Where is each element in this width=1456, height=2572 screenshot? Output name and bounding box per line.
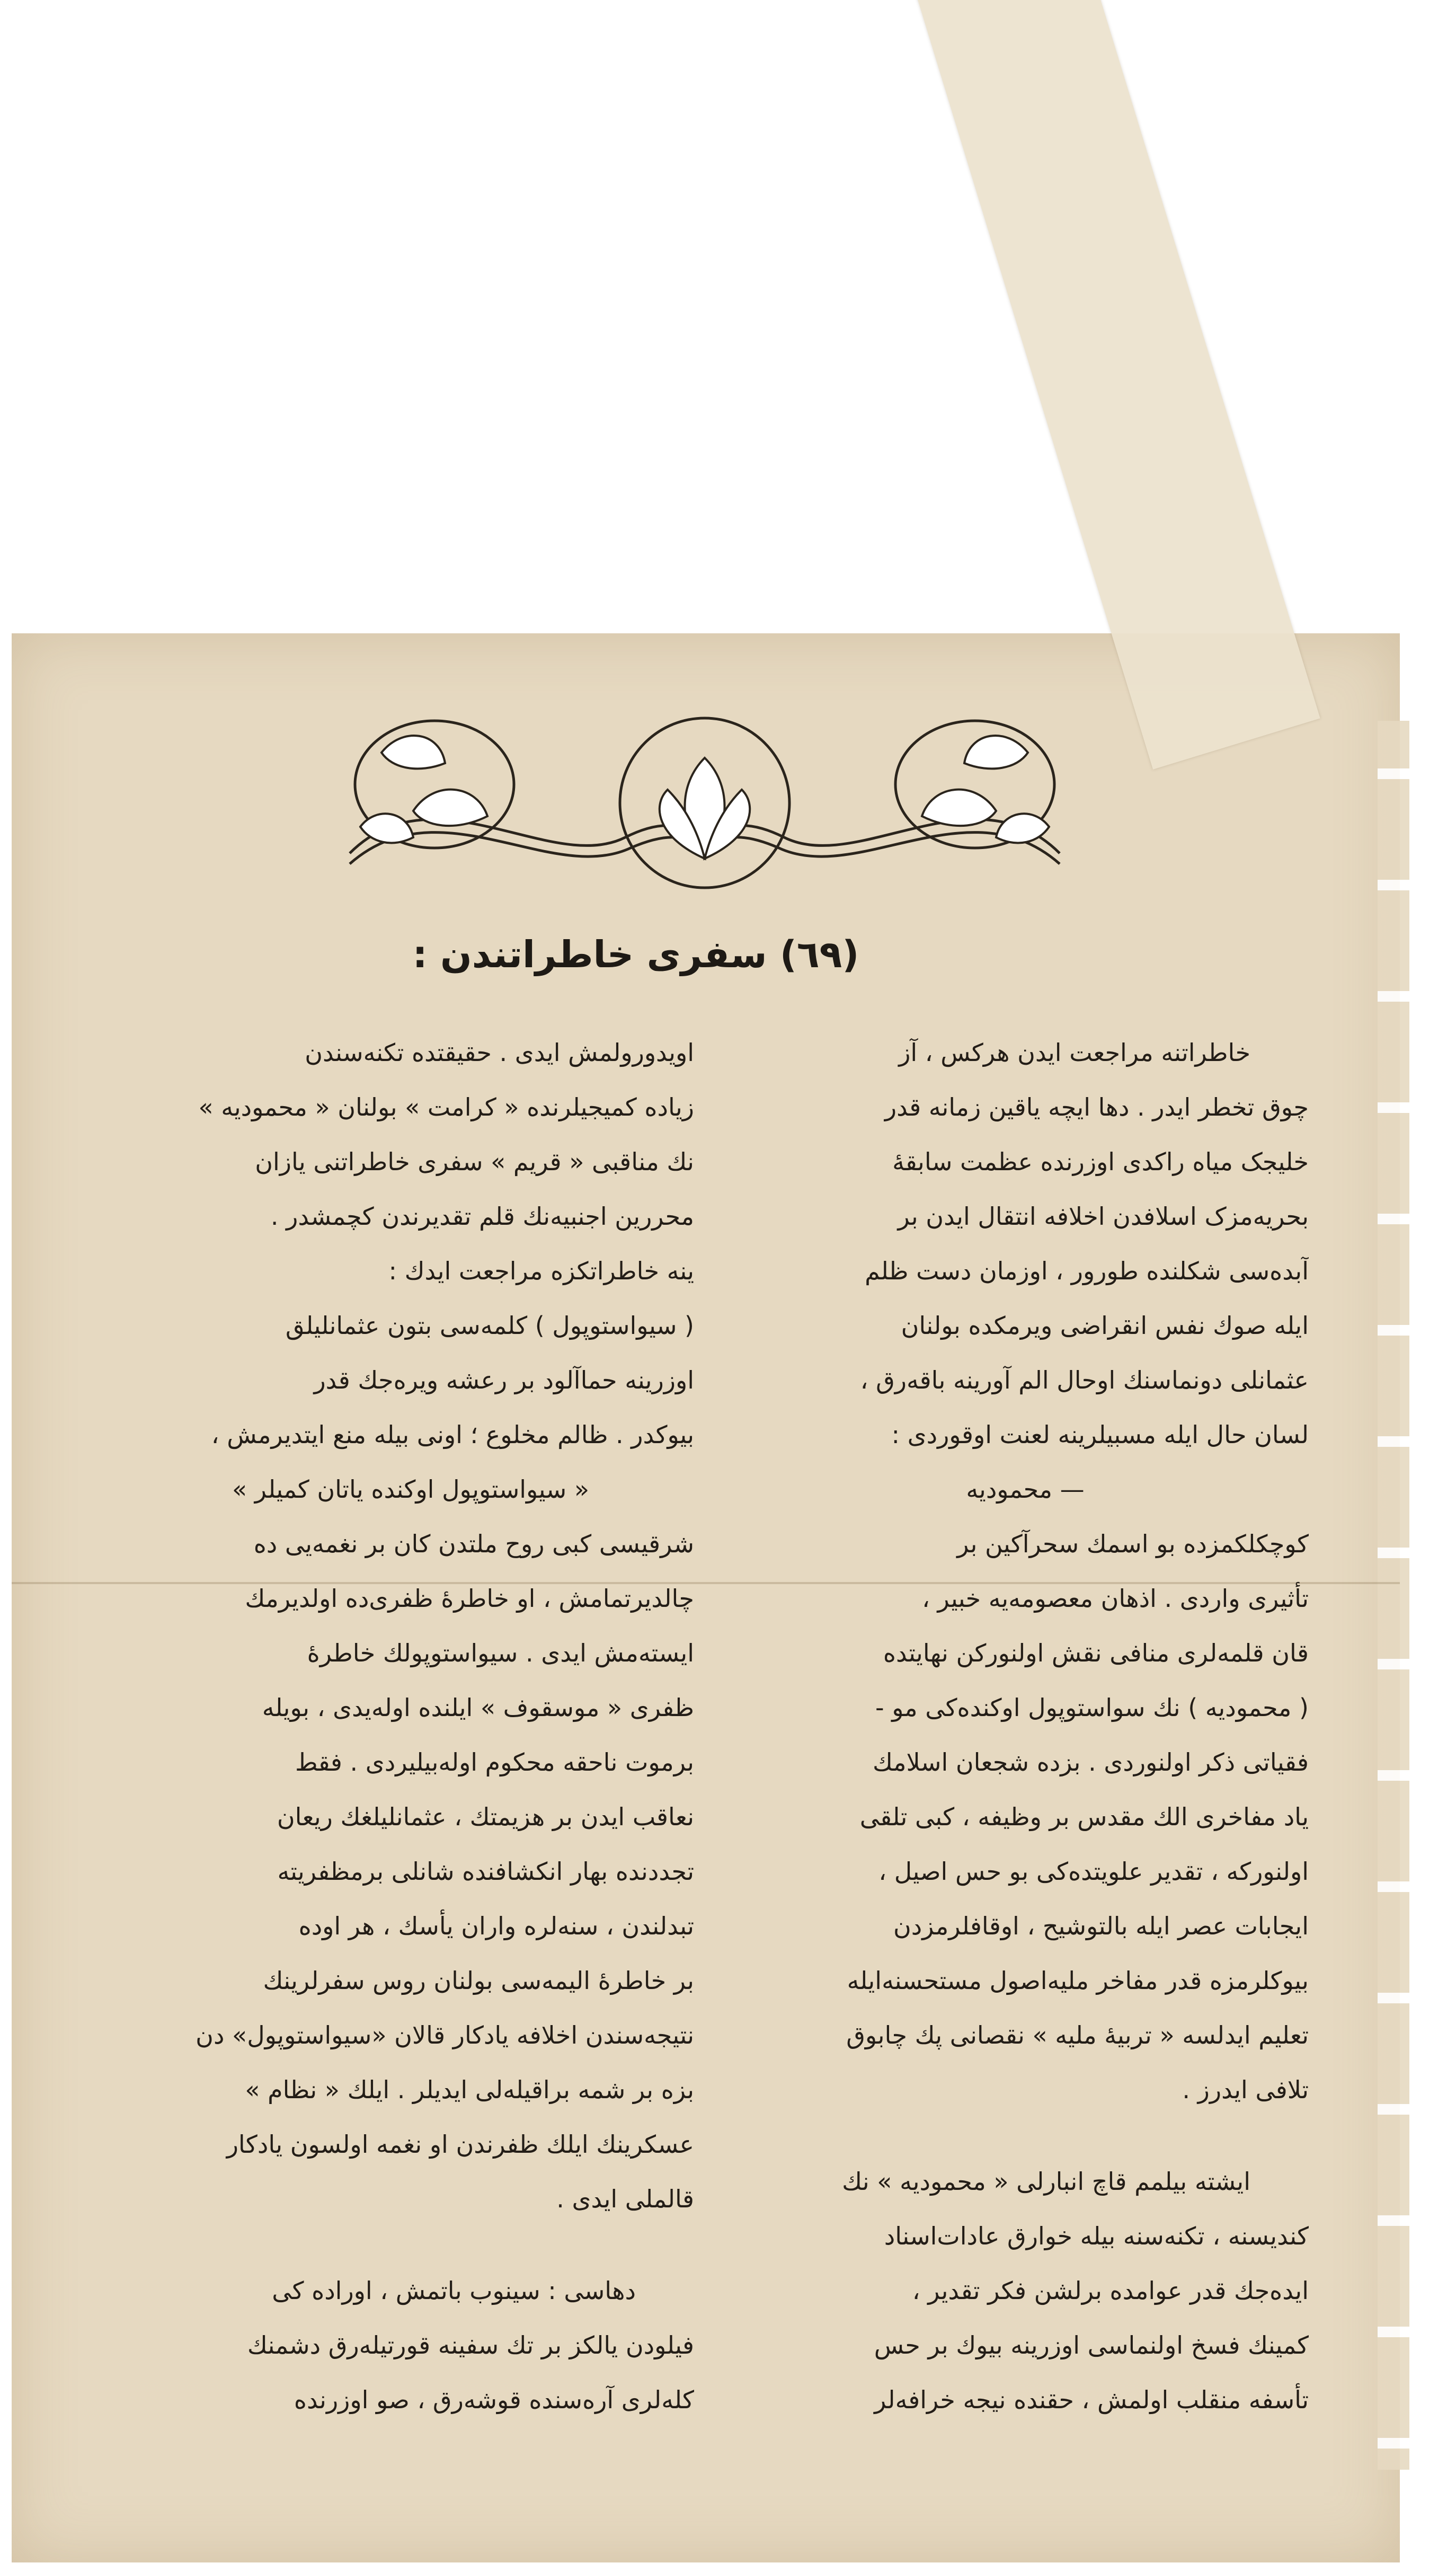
paragraph-gap (742, 2117, 1309, 2154)
text-line: دهاسی : سینوب باتمش ، اوراده کی (272, 2276, 636, 2305)
text-line: تبدلندن ، سنه‌لره واران یأسك ، هر اوده (298, 1912, 694, 1940)
text-line: ایده‌جك قدر عوامده برلشن فکر تقدیر ، (912, 2276, 1309, 2305)
text-line: کله‌لری آره‌سنده قوشه‌رق ، صو اوزرنده (294, 2385, 694, 2414)
text-line: برموت ناحقه محکوم اوله‌بیلیردی . فقط (295, 1748, 694, 1776)
text-line: تجددنده بهار انکشافنده شانلی برمظفریته (277, 1857, 694, 1886)
text-line: ایجابات عصر ایله بالتوشیح ، اوقافلرمزدن (893, 1912, 1309, 1940)
text-line: ظفری « موسقوف » ایلنده اوله‌یدی ، بویله (262, 1693, 694, 1722)
text-line: لسان حال ایله مسبیلرینه لعنت اوقوردی : (891, 1420, 1309, 1449)
text-line: ( محمودیه ) نك سواستوپول اوکنده‌کی مو - (875, 1693, 1309, 1722)
text-line: آبده‌سی شکلنده طورور ، اوزمان دست ظلم (865, 1257, 1309, 1285)
text-column-left (127, 1026, 694, 2427)
text-line: قان قلمه‌لری منافی نقش اولنورکن نهایتده (883, 1639, 1309, 1667)
paragraph-gap (127, 2226, 694, 2264)
page-title: (٦٩) سفری خاطراتندن : (412, 933, 859, 976)
text-column-right (742, 1026, 1309, 2427)
magnolia-ornament-icon (329, 705, 1081, 901)
text-line: نتیجه‌سندن اخلافه یادکار قالان «سیواستوپول» دن (196, 2021, 694, 2049)
text-line: نك مناقبی « قریم » سفری خاطراتنی یازان (255, 1147, 694, 1176)
text-line: اویدورولمش ایدی . حقیقتده تکنه‌سندن (305, 1038, 694, 1067)
text-line: چالدیرتمامش ، او خاطرهٔ ظفری‌ده اولدیرمك (245, 1584, 694, 1613)
text-line: کمینك فسخ اولنماسی اوزرینه بیوك بر حس (874, 2331, 1309, 2359)
text-line: بر خاطرهٔ الیمه‌سی بولنان روس سفرلرینك (263, 1966, 694, 1995)
text-line: عسکرینك ایلك ظفرندن او نغمه اولسون یادکار (226, 2130, 694, 2159)
text-line: ( سیواستوپول ) کلمه‌سی بتون عثمانلیلق (285, 1311, 694, 1340)
text-line: کندیسنه ، تکنه‌سنه بیله خوارق عادات‌اسناد (884, 2222, 1309, 2250)
text-line: ینه خاطراتکزه مراجعت ایدك : (388, 1257, 694, 1285)
text-line: خاطراتنه مراجعت ایدن هرکس ، آز (899, 1038, 1250, 1067)
text-line: تأسفه منقلب اولمش ، حقنده نیجه خرافه‌لر (874, 2385, 1309, 2414)
text-line: شرقیسی کبی روح ملتدن کان بر نغمه‌یی ده (253, 1530, 694, 1558)
text-line: عثمانلی دونماسنك اوحال الم آورینه باقه‌رق ، (860, 1366, 1309, 1394)
text-line: فقیاتی ذکر اولنوردی . بزده شجعان اسلامك (873, 1748, 1309, 1776)
text-line: تأثیری واردی . اذهان معصومه‌یه خبیر ، (922, 1584, 1309, 1613)
text-line: بحریه‌مزک اسلافدن اخلافه انتقال ایدن بر (898, 1202, 1309, 1231)
text-line: بیوکلرمزه قدر مفاخر ملیه‌اصول مستحسنه‌ایله (847, 1966, 1309, 1995)
text-line: یاد مفاخری الك مقدس بر وظیفه ، کبی تلقی (859, 1802, 1309, 1831)
quoted-song-title: « سیواستوپول اوکنده یاتان کمیلر » (232, 1475, 589, 1504)
text-line: زیاده کمیجیلرنده « کرامت » بولنان « محمودیه » (198, 1093, 694, 1121)
text-line: چوق تخطر ایدر . دها ایچه یاقین زمانه قدر (884, 1093, 1309, 1121)
text-line: بیوکدر . ظالم مخلوع ؛ اونی بیله منع ایتدیرمش ، (211, 1420, 694, 1449)
text-line: اولنورکه ، تقدیر علویتده‌کی بو حس اصیل ، (878, 1857, 1309, 1886)
text-line: قالملی ایدی . (556, 2185, 694, 2213)
text-line: ایله صوك نفس انقراضی ویرمکده بولنان (901, 1311, 1309, 1340)
text-line: کوچکلکمزده بو اسمك سحرآکین بر (957, 1530, 1309, 1558)
text-line: اوزرینه حماآلود بر رعشه ویره‌جك قدر (314, 1366, 694, 1394)
text-line: ایسته‌مش ایدی . سیواستوپولك خاطرهٔ (307, 1639, 694, 1667)
text-line: تلافی ایدرز . (1182, 2075, 1309, 2104)
text-line: فیلودن یالکز بر تك سفینه قورتیله‌رق دشمنك (247, 2331, 694, 2359)
section-heading: — محمودیه (966, 1475, 1085, 1504)
text-line: خلیجک میاه راکدی اوزرنده عظمت سابقهٔ (892, 1147, 1309, 1176)
text-line: تعلیم ایدلسه « تربیهٔ ملیه » نقصانی پك چابوق (846, 2021, 1309, 2049)
paper-torn-edge (1378, 721, 1409, 2470)
text-line: محررین اجنبیه‌نك قلم تقدیرندن کچمشدر . (270, 1202, 694, 1231)
text-line: بزه بر شمه براقیله‌لی ایدیلر . ایلك « نظام » (245, 2075, 694, 2104)
text-line: ایشته بیلمم قاچ انبارلی « محمودیه » نك (842, 2167, 1250, 2196)
text-line: نعاقب ایدن بر هزیمتك ، عثمانلیلغك ریعان (277, 1802, 694, 1831)
